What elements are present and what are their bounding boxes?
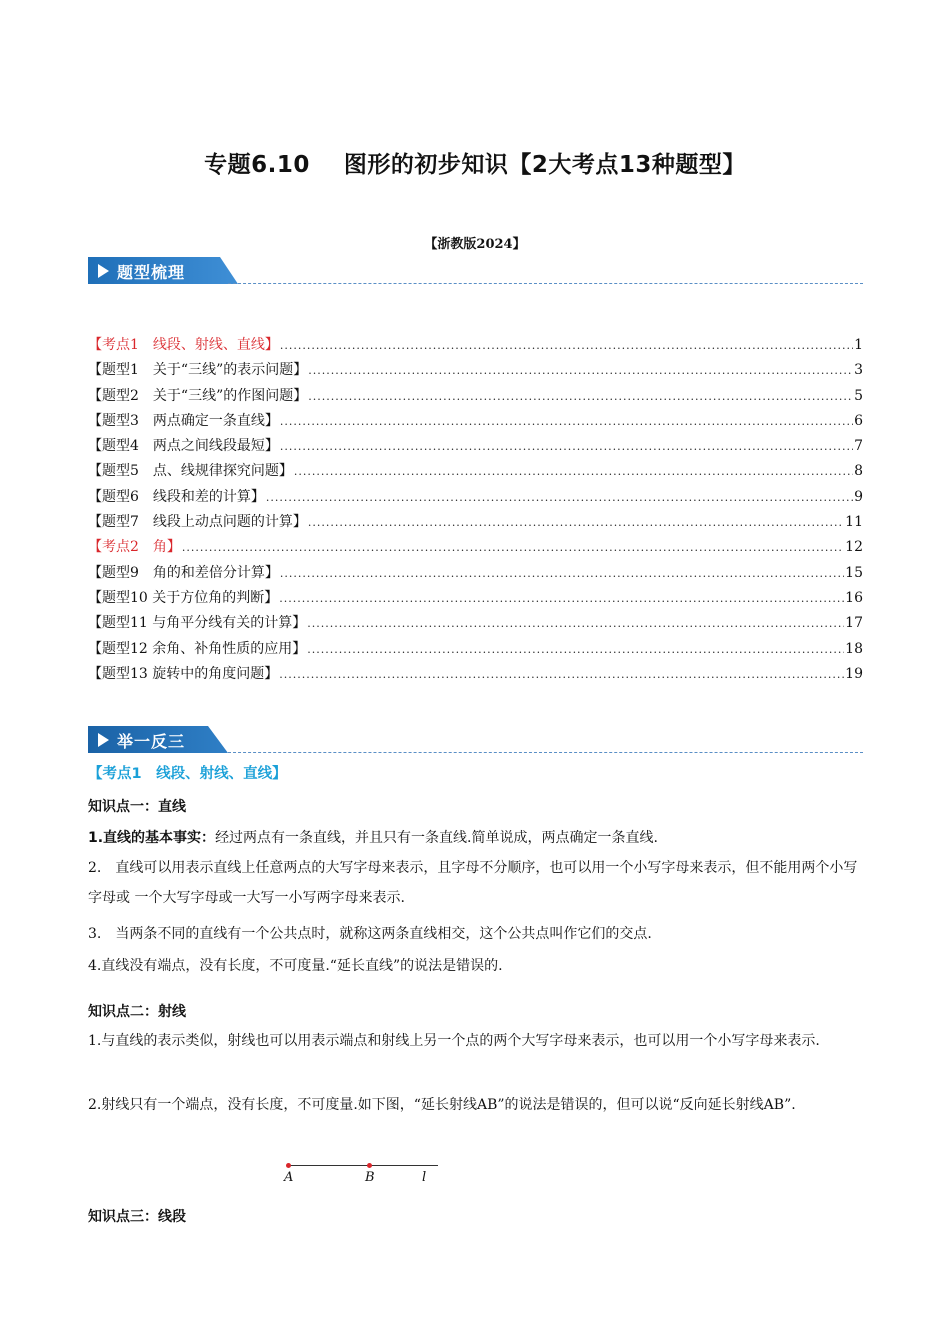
- toc-entry-title: 【题型10 关于方位角的判断】: [88, 589, 279, 606]
- toc-entry-title: 【题型2 关于“三线”的作图问题】: [88, 387, 308, 404]
- toc-entry-title: 【题型4 两点之间线段最短】: [88, 438, 279, 455]
- toc-page-number: 3: [854, 362, 863, 379]
- toc-page-number: 18: [845, 640, 863, 657]
- toc-leader-dots: [294, 465, 853, 478]
- paragraph-text: 经过两点有一条直线，并且只有一条直线.简单说成，两点确定一条直线.: [215, 830, 658, 846]
- ray-line: [288, 1165, 438, 1166]
- page-title: [0, 146, 950, 179]
- play-triangle-icon: [98, 733, 109, 747]
- knowledge-paragraph: [88, 823, 858, 853]
- title-number: 专题6.10: [204, 152, 310, 178]
- bold-lead: 1.直线的基本事实：: [88, 830, 216, 846]
- toc-page-number: 11: [845, 514, 863, 531]
- toc-entry-title: 【考点1 线段、射线、直线】: [88, 337, 279, 353]
- toc-leader-dots: [280, 415, 853, 428]
- toc-entry[interactable]: [88, 612, 863, 637]
- toc-entry[interactable]: [88, 460, 863, 485]
- title-text: 图形的初步知识【2大考点13种题型】: [343, 152, 746, 178]
- toc-entry[interactable]: [88, 587, 863, 612]
- label-l: l: [422, 1170, 427, 1185]
- knowledge-heading-line: 知识点一：直线: [88, 799, 186, 815]
- toc-leader-dots: [279, 668, 844, 681]
- toc-entry-title: 【题型9 角的和差倍分计算】: [88, 564, 279, 581]
- ray-figure: [280, 1158, 450, 1190]
- toc-entry[interactable]: [88, 638, 863, 663]
- toc-page-number: 6: [854, 412, 863, 429]
- toc-page-number: 1: [854, 337, 863, 353]
- point-a: [286, 1163, 291, 1168]
- toc-entry[interactable]: [88, 486, 863, 511]
- toc-entry[interactable]: [88, 562, 863, 587]
- label-b: B: [365, 1170, 375, 1185]
- toc-entry[interactable]: [88, 536, 863, 561]
- toc-entry[interactable]: [88, 385, 863, 410]
- toc-leader-dots: [280, 440, 853, 453]
- divider: [228, 752, 863, 753]
- knowledge-paragraph: 3. 当两条不同的直线有一个公共点时，就称这两条直线相交，这个公共点叫作它们的交点.: [88, 926, 652, 942]
- toc-entry[interactable]: [88, 359, 863, 384]
- toc-entry-title: 【题型6 线段和差的计算】: [88, 488, 265, 505]
- toc-page-number: 8: [854, 463, 863, 480]
- divider: [228, 283, 863, 284]
- toc-leader-dots: [308, 516, 844, 529]
- banner-examples: [88, 726, 863, 756]
- toc-entry-title: 【题型3 两点确定一条直线】: [88, 412, 279, 429]
- toc-entry-title: 【题型7 线段上动点问题的计算】: [88, 514, 307, 531]
- toc-leader-dots: [280, 567, 844, 580]
- toc-entry[interactable]: [88, 663, 863, 688]
- table-of-contents: [88, 334, 863, 688]
- point-b: [367, 1163, 372, 1168]
- knowledge-heading-segment: 知识点三：线段: [88, 1209, 186, 1225]
- toc-page-number: 17: [845, 615, 863, 632]
- toc-entry[interactable]: [88, 435, 863, 460]
- knowledge-paragraph: 2.射线只有一个端点，没有长度，不可度量.如下图，“延长射线AB”的说法是错误的，但可以说“反向延长射线AB”.: [88, 1097, 796, 1113]
- knowledge-paragraph: 1.与直线的表示类似，射线也可以用表示端点和射线上另一个点的两个大写字母来表示，也可以用一个小写字母来表示.: [88, 1033, 820, 1049]
- toc-entry-title: 【考点2 角】: [88, 539, 181, 556]
- knowledge-heading-ray: 知识点二：射线: [88, 1004, 186, 1020]
- toc-page-number: 7: [854, 438, 863, 455]
- toc-entry-title: 【题型5 点、线规律探究问题】: [88, 463, 293, 480]
- toc-entry-title: 【题型1 关于“三线”的表示问题】: [88, 362, 308, 379]
- toc-entry[interactable]: [88, 410, 863, 435]
- toc-leader-dots: [308, 364, 853, 377]
- knowledge-paragraph: 2. 直线可以用表示直线上任意两点的大写字母来表示，且字母不分顺序，也可以用一个小写字母来表示，但不能用两个小写字母或 一个大写字母或一大写一小写两字母来表示.: [88, 860, 858, 906]
- play-triangle-icon: [98, 264, 109, 278]
- knowledge-paragraph: 4.直线没有端点，没有长度，不可度量.“延长直线”的说法是错误的.: [88, 958, 503, 974]
- toc-leader-dots: [307, 617, 844, 630]
- toc-page-number: 19: [845, 665, 863, 682]
- toc-entry-title: 【题型13 旋转中的角度问题】: [88, 665, 279, 682]
- toc-page-number: 12: [845, 539, 863, 556]
- toc-entry[interactable]: [88, 511, 863, 536]
- edition-label: 【浙教版2024】: [424, 237, 526, 252]
- section-heading: 【考点1 线段、射线、直线】: [88, 766, 287, 782]
- banner-question-types: [88, 257, 863, 287]
- toc-leader-dots: [279, 592, 844, 605]
- toc-leader-dots: [182, 541, 844, 554]
- toc-leader-dots: [308, 390, 853, 403]
- toc-page-number: 9: [854, 488, 863, 505]
- toc-page-number: 15: [845, 564, 863, 581]
- toc-entry[interactable]: [88, 334, 863, 359]
- toc-entry-title: 【题型11 与角平分线有关的计算】: [88, 615, 307, 632]
- banner-label: 举一反三: [117, 732, 186, 751]
- toc-leader-dots: [307, 643, 844, 656]
- toc-page-number: 5: [854, 387, 863, 404]
- toc-entry-title: 【题型12 余角、补角性质的应用】: [88, 640, 307, 657]
- toc-leader-dots: [266, 491, 853, 504]
- toc-page-number: 16: [845, 589, 863, 606]
- banner-label: 题型梳理: [117, 263, 186, 282]
- toc-leader-dots: [280, 339, 853, 352]
- label-a: A: [284, 1170, 294, 1185]
